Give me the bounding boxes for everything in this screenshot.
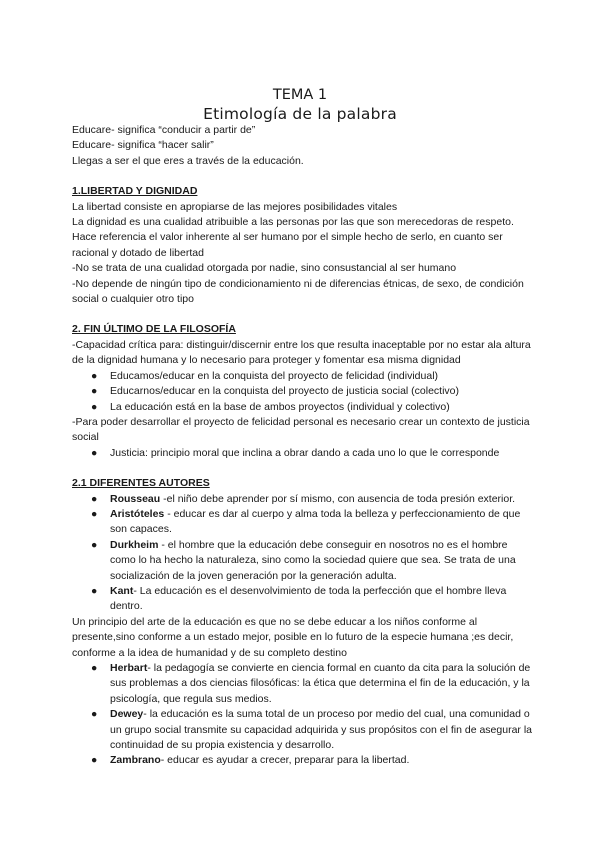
author-name: Herbart bbox=[110, 662, 148, 674]
list-item: ● La educación está en la base de ambos proyectos (individual y colectivo) bbox=[72, 400, 532, 415]
paragraph: -No depende de ningún tipo de condicionamiento ni de diferencias étnicas, de sexo, de condición social o cualquier otro tipo bbox=[72, 277, 524, 306]
bullet-icon: ● bbox=[91, 538, 98, 551]
document-body bbox=[72, 123, 532, 769]
bullet-icon: ● bbox=[91, 492, 98, 505]
page-title: TEMA 1 bbox=[272, 87, 328, 103]
author-list bbox=[72, 661, 532, 769]
list-item: ● Kant- La educación es el desenvolvimiento de toda la perfección que el hombre lleva dentro. bbox=[91, 584, 507, 613]
bullet-icon: ● bbox=[91, 507, 98, 520]
paragraph: La dignidad es una cualidad atribuible a las personas por las que son merecedoras de respeto. bbox=[72, 216, 514, 229]
list-item: ● Dewey- la educación es la suma total de un proceso por medio del cual, una comunidad o un grupo social transmite su capacidad adquirida y sus propósitos con el fin de asegurar la continuidad de su propia existencia y desarrollo. bbox=[91, 708, 532, 752]
bullet-icon: ● bbox=[91, 708, 98, 721]
paragraph: Hace referencia el valor inherente al ser humano por el simple hecho de serlo, en cuanto ser racional y dotado de libertad bbox=[72, 231, 503, 259]
paragraph: Un principio del arte de la educación es que no se debe educar a los niños conforme al presente,sino conforme a un estado mejor, posible en lo futuro de la especie humana ;es decir, conforme a la idea de humanidad y de su completo destino bbox=[72, 615, 514, 659]
list-item: ● Zambrano- educar es ayudar a crecer, preparar para la libertad. bbox=[72, 753, 532, 768]
section-heading-fin-ultimo: 2. FIN ÚLTIMO DE LA FILOSOFÍA bbox=[72, 323, 236, 336]
list-item: ● Durkheim - el hombre que la educación debe conseguir en nosotros no es el hombre como lo ha hecho la naturaleza, sino como la sociedad quiere que sea. Se trata de una socialización de la joven generación por la generación adulta. bbox=[91, 538, 516, 582]
paragraph: -No se trata de una cualidad otorgada por nadie, sino consustancial al ser humano bbox=[72, 262, 457, 275]
intro-line: Educare- significa “hacer salir” bbox=[72, 139, 214, 152]
paragraph: La libertad consiste en apropiarse de las mejores posibilidades vitales bbox=[72, 200, 398, 213]
bullet-list bbox=[72, 446, 532, 461]
intro-line: Llegas a ser el que eres a través de la educación. bbox=[72, 154, 304, 167]
bullet-icon: ● bbox=[91, 446, 98, 459]
author-name: Zambrano bbox=[110, 754, 161, 767]
list-item: ● Justicia: principio moral que inclina a obrar dando a cada uno lo que le corresponde bbox=[72, 446, 532, 461]
author-name: Aristóteles bbox=[110, 507, 165, 520]
bullet-icon: ● bbox=[91, 400, 98, 413]
list-item: ● Rousseau -el niño debe aprender por sí mismo, con ausencia de toda presión exterior. bbox=[72, 492, 532, 507]
bullet-icon: ● bbox=[91, 584, 98, 597]
author-list bbox=[72, 492, 532, 615]
list-item: ● Aristóteles - educar es dar al cuerpo y alma toda la belleza y perfeccionamiento de que son capaces. bbox=[91, 507, 521, 536]
section-heading-autores: 2.1 DIFERENTES AUTORES bbox=[72, 477, 210, 490]
intro-line: Educare- significa “conducir a partir de” bbox=[72, 124, 256, 136]
paragraph: -Para poder desarrollar el proyecto de felicidad personal es necesario crear un contexto de justicia social bbox=[72, 415, 530, 444]
paragraph: -Capacidad crítica para: distinguir/discernir entre los que resulta inaceptable por no estar ala altura de la dignidad humana y lo necesario para proteger y fomentar esa misma dignidad bbox=[72, 338, 531, 367]
bullet-list bbox=[72, 369, 532, 415]
page-subtitle: Etimología de la palabra bbox=[203, 105, 397, 123]
author-name: Rousseau bbox=[110, 492, 161, 505]
author-name: Dewey bbox=[110, 708, 144, 721]
author-name: Kant bbox=[110, 584, 134, 597]
list-item: ● Herbart- la pedagogía se convierte en ciencia formal en cuanto da cita para la solución de sus problemas a dos ciencias filosóficas: la ética que determina el fin de la educación, y la psicología, que regula sus medios. bbox=[91, 662, 531, 705]
bullet-icon: ● bbox=[91, 385, 98, 398]
section-heading-libertad: 1.LIBERTAD Y DIGNIDAD bbox=[72, 185, 198, 198]
author-name: Durkheim bbox=[110, 538, 159, 551]
list-item: ● Educamos/educar en la conquista del proyecto de felicidad (individual) bbox=[72, 369, 532, 384]
bullet-icon: ● bbox=[91, 754, 98, 767]
bullet-icon: ● bbox=[91, 662, 98, 674]
bullet-icon: ● bbox=[91, 369, 98, 382]
list-item: ● Educarnos/educar en la conquista del proyecto de justicia social (colectivo) bbox=[72, 384, 532, 399]
